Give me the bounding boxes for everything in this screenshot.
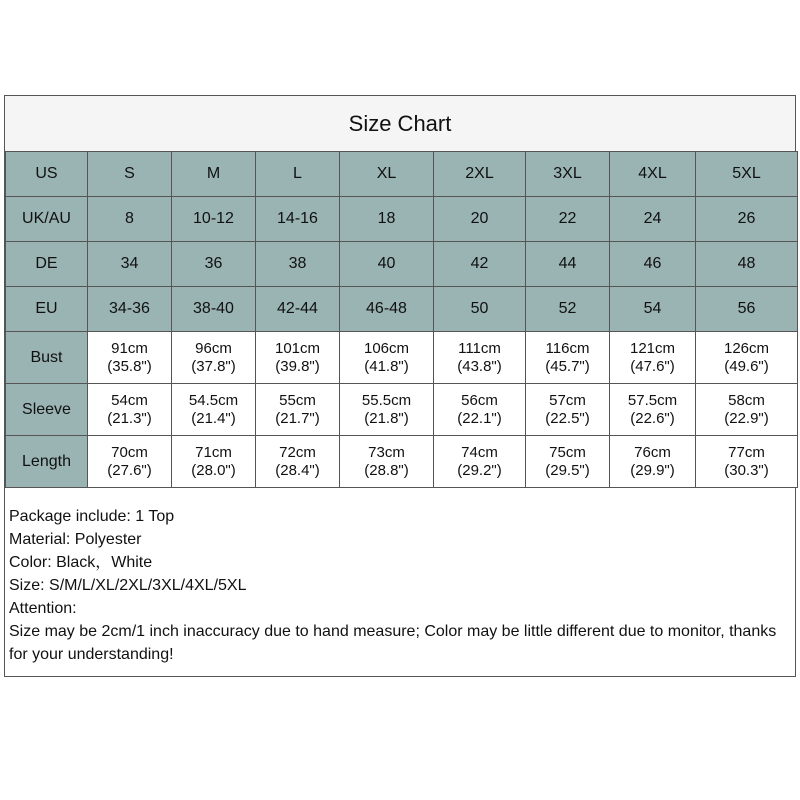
size-cell: 36 <box>172 242 256 287</box>
size-cell: 4XL <box>610 152 696 197</box>
size-cell: 46-48 <box>340 287 434 332</box>
size-cell: 56 <box>696 287 798 332</box>
inch-value: (22.6") <box>630 409 675 427</box>
size-cell: 3XL <box>526 152 610 197</box>
cm-value: 57cm <box>549 391 586 409</box>
size-cell <box>526 332 610 384</box>
size-row-bust <box>6 332 798 384</box>
size-cell <box>610 436 696 488</box>
cm-value: 75cm <box>549 443 586 461</box>
size-cell <box>696 332 798 384</box>
size-cell: 20 <box>434 197 526 242</box>
size-cell: 38 <box>256 242 340 287</box>
cm-value: 54.5cm <box>188 391 239 409</box>
size-cell <box>88 436 172 488</box>
cm-value: 91cm <box>111 339 148 357</box>
size-cell: 48 <box>696 242 798 287</box>
cm-value: 111cm <box>458 339 501 357</box>
inch-value: (21.4") <box>191 409 236 427</box>
size-cell: 34-36 <box>88 287 172 332</box>
size-cell <box>256 332 340 384</box>
inch-value: (37.8") <box>191 357 236 375</box>
row-label: EU <box>6 287 88 332</box>
size-cell <box>610 332 696 384</box>
size-cell: 46 <box>610 242 696 287</box>
size-chart-panel <box>4 95 796 677</box>
cm-value: 126cm <box>723 339 770 357</box>
size-cell <box>172 332 256 384</box>
size-row-uk-au <box>6 197 798 242</box>
inch-value: (35.8") <box>107 357 152 375</box>
cm-value: 70cm <box>111 443 148 461</box>
note-color: Color: Black，White <box>9 554 153 571</box>
cm-value: 96cm <box>195 339 232 357</box>
size-cell: 26 <box>696 197 798 242</box>
size-cell <box>434 384 526 436</box>
size-cell: 52 <box>526 287 610 332</box>
size-cell <box>340 436 434 488</box>
size-cell <box>256 436 340 488</box>
size-row-us <box>6 152 798 197</box>
cm-value: 57.5cm <box>627 391 678 409</box>
size-cell: 24 <box>610 197 696 242</box>
size-cell <box>434 332 526 384</box>
size-cell <box>172 436 256 488</box>
cm-value: 121cm <box>629 339 676 357</box>
size-cell: S <box>88 152 172 197</box>
size-cell <box>88 332 172 384</box>
cm-value: 58cm <box>728 391 765 409</box>
cm-value: 55cm <box>279 391 316 409</box>
size-cell <box>610 384 696 436</box>
cm-value: 106cm <box>363 339 410 357</box>
size-cell <box>340 384 434 436</box>
note-attention: Attention: <box>9 600 77 617</box>
inch-value: (29.9") <box>630 461 675 479</box>
size-chart-title: Size Chart <box>5 96 795 152</box>
size-cell: 34 <box>88 242 172 287</box>
inch-value: (30.3") <box>724 461 769 479</box>
note-package: Package include: 1 Top <box>9 508 175 525</box>
row-label: Length <box>6 436 88 488</box>
size-cell: 18 <box>340 197 434 242</box>
size-cell: 8 <box>88 197 172 242</box>
size-cell: 40 <box>340 242 434 287</box>
row-label: UK/AU <box>6 197 88 242</box>
inch-value: (21.7") <box>275 409 320 427</box>
size-cell <box>434 436 526 488</box>
cm-value: 55.5cm <box>361 391 412 409</box>
size-cell <box>88 384 172 436</box>
inch-value: (41.8") <box>364 357 409 375</box>
size-cell: 5XL <box>696 152 798 197</box>
inch-value: (22.5") <box>545 409 590 427</box>
row-label: DE <box>6 242 88 287</box>
cm-value: 76cm <box>634 443 671 461</box>
size-row-length <box>6 436 798 488</box>
size-cell: L <box>256 152 340 197</box>
inch-value: (21.3") <box>107 409 152 427</box>
size-row-de <box>6 242 798 287</box>
size-cell <box>696 436 798 488</box>
inch-value: (43.8") <box>457 357 502 375</box>
size-cell <box>172 384 256 436</box>
size-table <box>5 151 798 488</box>
inch-value: (39.8") <box>275 357 320 375</box>
size-cell: 42-44 <box>256 287 340 332</box>
size-cell: 14-16 <box>256 197 340 242</box>
cm-value: 101cm <box>274 339 321 357</box>
inch-value: (22.1") <box>457 409 502 427</box>
inch-value: (49.6") <box>724 357 769 375</box>
cm-value: 74cm <box>461 443 498 461</box>
inch-value: (29.5") <box>545 461 590 479</box>
inch-value: (45.7") <box>545 357 590 375</box>
size-row-eu <box>6 287 798 332</box>
inch-value: (28.8") <box>364 461 409 479</box>
size-cell <box>256 384 340 436</box>
cm-value: 56cm <box>461 391 498 409</box>
size-cell: 22 <box>526 197 610 242</box>
size-cell <box>340 332 434 384</box>
inch-value: (28.4") <box>275 461 320 479</box>
inch-value: (21.8") <box>364 409 409 427</box>
cm-value: 54cm <box>111 391 148 409</box>
cm-value: 77cm <box>728 443 765 461</box>
row-label: US <box>6 152 88 197</box>
size-cell: XL <box>340 152 434 197</box>
size-row-sleeve <box>6 384 798 436</box>
size-cell: M <box>172 152 256 197</box>
size-cell: 38-40 <box>172 287 256 332</box>
size-cell: 2XL <box>434 152 526 197</box>
cm-value: 116cm <box>545 339 590 357</box>
cm-value: 71cm <box>195 443 232 461</box>
size-cell <box>526 384 610 436</box>
cm-value: 72cm <box>279 443 316 461</box>
size-cell: 54 <box>610 287 696 332</box>
inch-value: (27.6") <box>107 461 152 479</box>
cm-value: 73cm <box>368 443 405 461</box>
size-cell: 44 <box>526 242 610 287</box>
inch-value: (47.6") <box>630 357 675 375</box>
inch-value: (29.2") <box>457 461 502 479</box>
note-disclaimer: Size may be 2cm/1 inch inaccuracy due to hand measure; Color may be little different due to monitor, thanks for your understanding! <box>9 623 777 663</box>
inch-value: (22.9") <box>724 409 769 427</box>
size-cell <box>526 436 610 488</box>
row-label: Bust <box>6 332 88 384</box>
note-sizes: Size: S/M/L/XL/2XL/3XL/4XL/5XL <box>9 577 247 594</box>
size-cell: 10-12 <box>172 197 256 242</box>
note-material: Material: Polyester <box>9 531 142 548</box>
inch-value: (28.0") <box>191 461 236 479</box>
row-label: Sleeve <box>6 384 88 436</box>
size-cell <box>696 384 798 436</box>
size-cell: 42 <box>434 242 526 287</box>
size-cell: 50 <box>434 287 526 332</box>
product-notes <box>9 505 789 666</box>
